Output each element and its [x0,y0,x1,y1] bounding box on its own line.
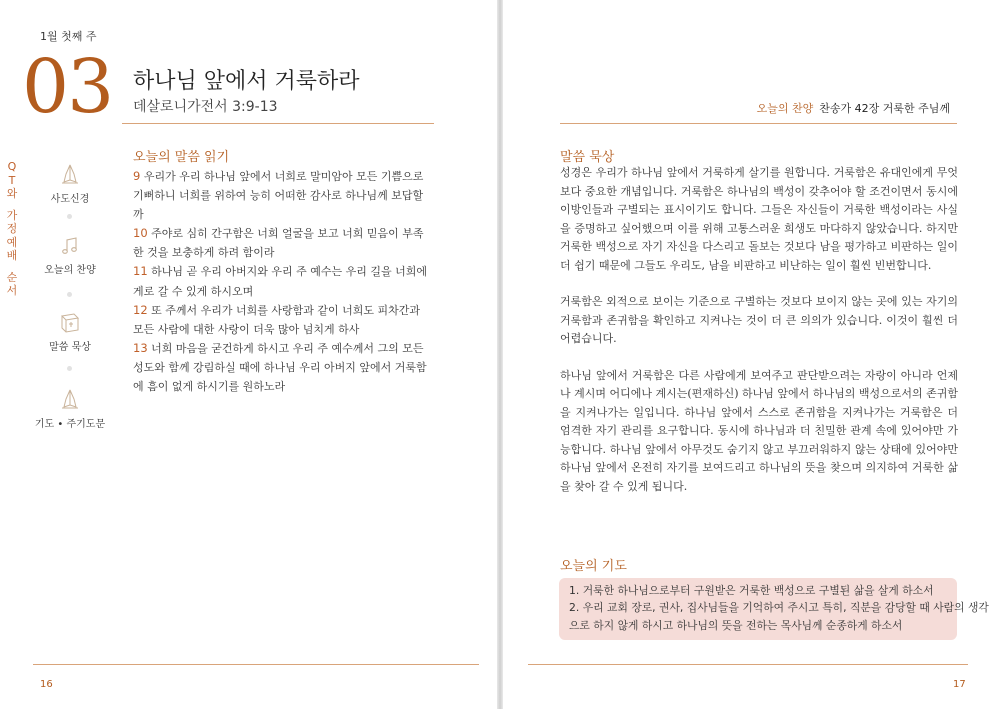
meditation-heading: 말씀 묵상 [560,150,615,165]
verse-number: 13 [133,340,148,355]
verse-number: 11 [133,264,148,279]
side-item-label: 말씀 묵상 [49,342,91,353]
praying-hands-icon [58,162,82,186]
side-char: 정 [6,222,18,235]
hymn-label: 오늘의 찬양 [756,102,814,115]
side-item-label: 기도 • 주기도문 [34,419,106,430]
side-item-meditation [40,312,100,353]
meditation-body [560,164,958,514]
scripture-reference: 데살로니가전서 3:9-13 [133,99,278,115]
header-divider [122,123,434,124]
side-item-creed [40,162,100,205]
hymn-title: 찬송가 42장 거룩한 주님께 [819,102,950,115]
header-divider [560,123,957,124]
left-page [0,0,497,709]
side-item-prayer [30,387,110,430]
side-char: 가 [6,208,18,222]
side-char: T [8,173,16,187]
praying-hands-icon [58,387,82,411]
page-title: 하나님 앞에서 거룩하라 [133,69,360,94]
page-number: 16 [40,679,53,690]
divider-dot [67,366,72,371]
scripture-reading [133,167,433,396]
side-char: 와 [6,187,18,200]
divider-dot [67,292,72,297]
side-char: 순 [6,270,18,284]
meditation-paragraph: 거룩함은 외적으로 보이는 기준으로 구별하는 것보다 보이지 않는 곳에 있는 자기의 거룩함과 존귀함을 확인하고 지켜나는 것이 더 큰 의의가 있습니다. 이것이 훨씬 더 어렵습니다. [560,295,958,345]
todays-hymn [757,100,950,116]
day-number: 03 [22,44,113,130]
verse-number: 9 [133,169,141,183]
prayer-line: 2. 우리 교회 장로, 권사, 집사님들을 기억하여 주시고 특히, 직분을 감당할 때 사람의 생각 [569,601,989,614]
verse-text: 너희 마음을 굳건하게 하시고 우리 주 예수께서 그의 모든 성도와 함께 강림하실 때에 하나님 우리 아버지 앞에서 거룩함에 흠이 없게 하시기를 원하노라 [133,341,427,394]
side-item-label: 사도신경 [50,194,90,205]
side-char: 예 [6,235,18,249]
verse-text: 또 주께서 우리가 너희를 사랑함과 같이 너희도 피차간과 모든 사람에 대한 사랑이 더욱 많아 넘치게 하사 [133,303,421,336]
side-vertical-label [5,160,19,298]
verse-number: 12 [133,302,148,317]
music-note-icon [59,235,81,257]
prayer-box [559,578,989,640]
footer-divider [528,664,968,665]
week-label: 1월 첫째 주 [40,30,97,43]
side-char: Q [7,160,17,173]
meditation-paragraph: 성경은 우리가 하나님 앞에서 거룩하게 살기를 원합니다. 거룩함은 유대인에게 무엇보다 중요한 개념입니다. 거룩함은 하나님의 백성이 갖추어야 할 조건이면서 동시에 이방인들과 구별되는 표시이기도 합니다. 그들은 자신들이 거룩한 백성이라는 사실을 증명하고 싶어했으며 이를 위해 고통스러운 희생도 마다하지 않았습니다. 하지만 거룩한 백성으로 자기 자신을 다스리고 돌보는 것보다 남을 평가하고 비판하는 일이 더 쉽기 때문에 그들도 우리도, 남을 비판하고 비난하는 일이 훨씬 빈번합니다. [560,166,958,272]
divider-dot [67,214,72,219]
book-gutter [497,0,503,709]
side-item-hymn [40,235,100,276]
side-char: 서 [6,284,18,297]
bible-book-icon [58,312,82,334]
verse-number: 10 [133,226,148,241]
meditation-paragraph: 하나님 앞에서 거룩함은 다른 사람에게 보여주고 판단받으려는 자랑이 아니라 언제나 계시며 어디에나 계시는(편재하신) 하나님 앞에서 하나님의 백성으로서의 존귀함을 지켜나가는 일입니다. 하나님 앞에서 스스로 존귀함을 지켜나가는 거룩함은 더 엄격한 자기 관리를 요구합니다. 동시에 하나님과 더 친밀한 관계 속에 있어야만 가능합니다. 하나님 앞에서 아무것도 숨기지 않고 부끄러워하지 않는 상태에 있어야만 하나님 앞에서 온전히 자기를 보여드리고 하나님의 뜻을 찾으며 의지하여 거룩한 삶을 찾아 갈 수 있게 됩니다. [560,368,958,493]
verse-text: 우리가 우리 하나님 앞에서 너희로 말미암아 모든 기쁨으로 기뻐하니 너희를 위하여 능히 어떠한 감사로 하나님께 보답할까 [133,170,424,222]
verse-text: 주야로 심히 간구함은 너희 얼굴을 보고 너희 믿음이 부족한 것을 보충하게 하려 함이라 [133,227,424,260]
verse-text: 하나님 곧 우리 아버지와 우리 주 예수는 우리 길을 너희에게로 갈 수 있게 하시오며 [133,265,428,298]
side-char: 배 [6,249,18,262]
reading-heading: 오늘의 말씀 읽기 [133,150,230,165]
side-item-label: 오늘의 찬양 [44,265,96,276]
prayer-line: 1. 거룩한 하나님으로부터 구원받은 거룩한 백성으로 구별된 삶을 살게 하소서 [569,584,934,597]
prayer-line: 으로 하지 않게 하시고 하나님의 뜻을 전하는 목사님께 순종하게 하소서 [569,619,903,632]
page-number: 17 [953,679,966,690]
footer-divider [33,664,479,665]
prayer-heading: 오늘의 기도 [560,559,627,574]
